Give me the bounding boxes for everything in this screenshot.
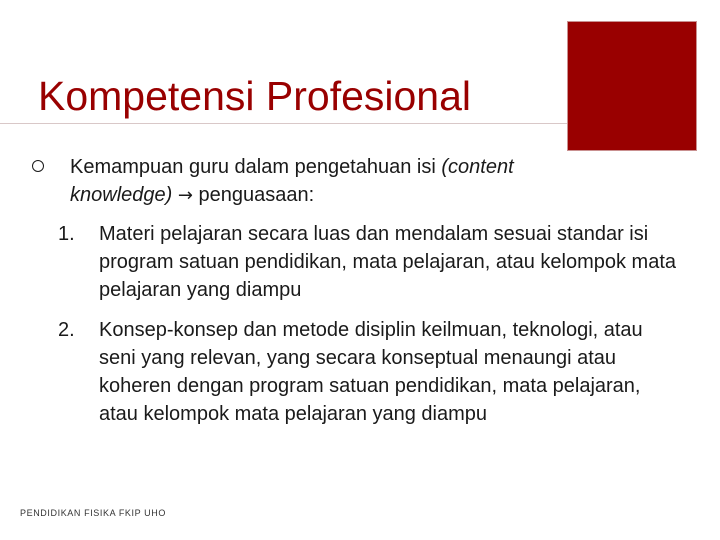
lead-text: Kemampuan guru dalam pengetahuan isi <box>70 156 442 178</box>
list-item-number: 1. <box>58 223 75 245</box>
right-arrow-icon: → <box>177 185 193 206</box>
list-item-number: 2. <box>58 319 75 341</box>
slide-footer: PENDIDIKAN FISIKA FKIP UHO <box>20 508 166 518</box>
slide-title: Kompetensi Profesional <box>38 73 472 119</box>
hollow-circle-bullet-icon <box>32 160 44 172</box>
list-item-text: Materi pelajaran secara luas dan mendalam sesuai standar isi program satuan pendidikan, mata pelajaran, atau kelompok mata pelajaran yang diampu <box>99 223 677 301</box>
title-divider <box>0 123 567 124</box>
list-item-text: Konsep-konsep dan metode disiplin keilmuan, teknologi, atau seni yang relevan, yang secara konseptual menaungi atau koheren dengan program satuan pendidikan, mata pelajaran, atau kelompok mata pelajaran yang diampu <box>99 319 643 425</box>
lead-paragraph <box>70 153 590 210</box>
accent-square <box>567 21 697 151</box>
lead-suffix-text: penguasaan: <box>192 184 315 206</box>
lead-italic-text: (content knowledge) <box>70 156 514 206</box>
